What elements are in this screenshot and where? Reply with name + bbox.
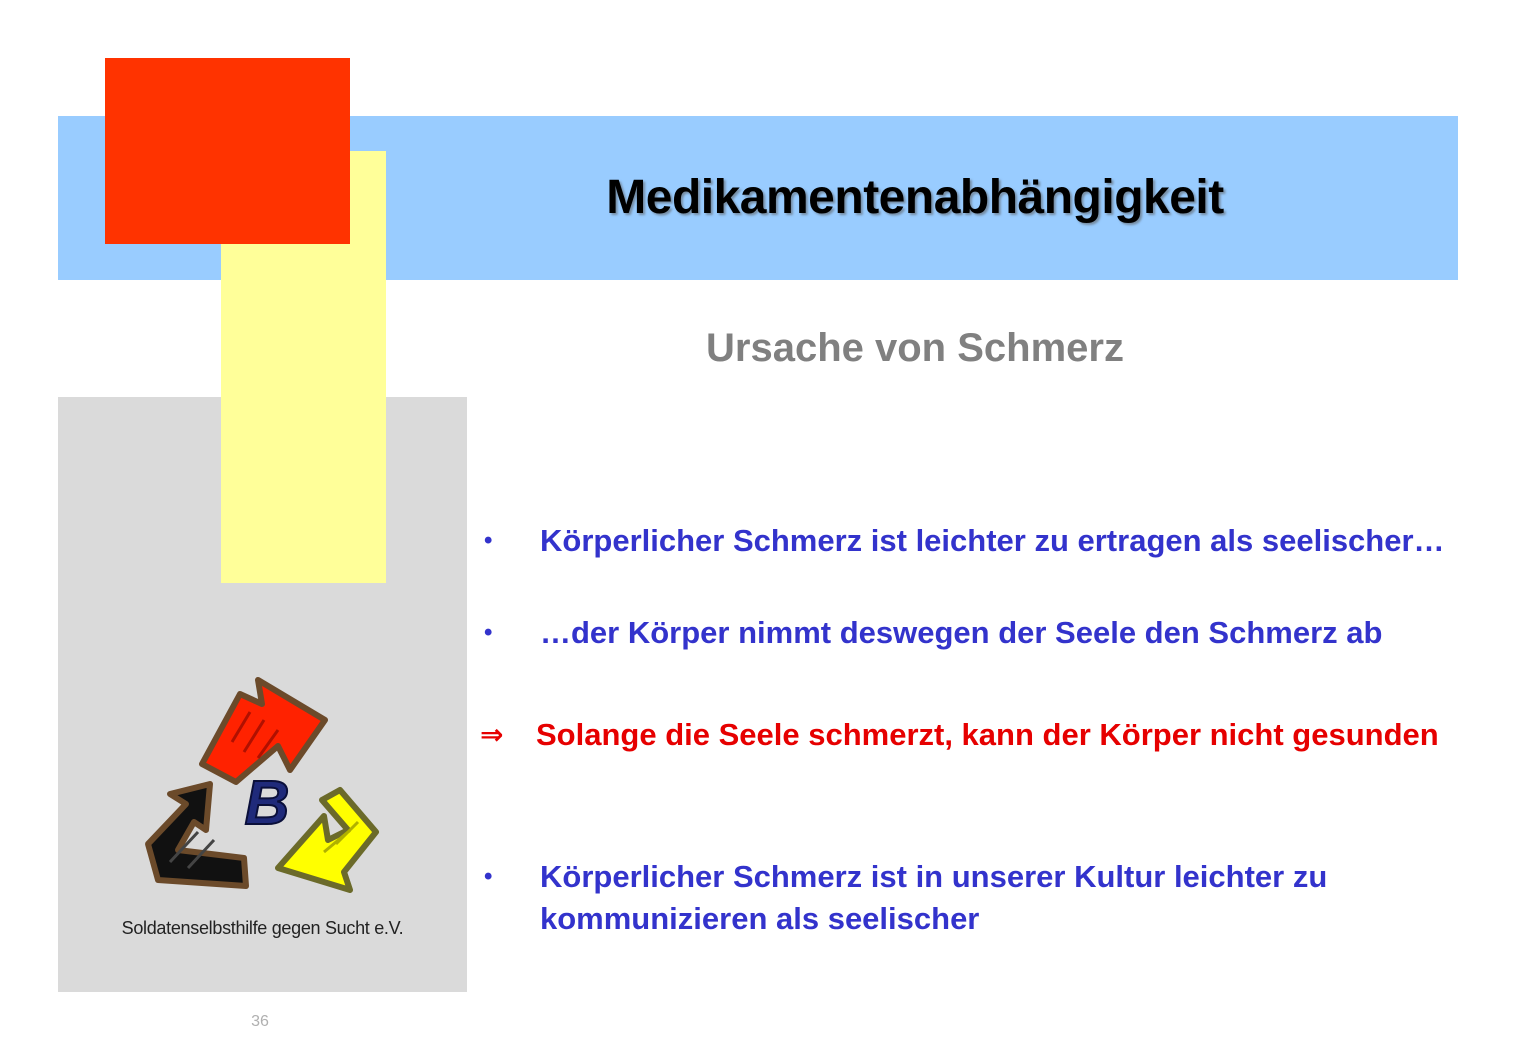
logo-letter: B bbox=[244, 769, 290, 838]
conclusion-text: Solange die Seele schmerzt, kann der Körper nicht gesunden bbox=[536, 717, 1439, 752]
yellow-arrow-icon bbox=[278, 790, 376, 890]
bullet-item bbox=[480, 856, 1500, 940]
bullet-text: …der Körper nimmt deswegen der Seele den Schmerz ab bbox=[540, 615, 1383, 650]
red-decor-block bbox=[105, 58, 350, 244]
slide-subtitle: Ursache von Schmerz bbox=[706, 326, 1124, 370]
recycle-arrows-logo-icon bbox=[140, 672, 400, 902]
conclusion-item bbox=[480, 714, 1500, 756]
bullet-text: Körperlicher Schmerz ist in unserer Kultur leichter zu kommunizieren als seelischer bbox=[540, 859, 1328, 936]
slide-title: Medikamentenabhängigkeit bbox=[606, 171, 1224, 224]
page-number: 36 bbox=[251, 1013, 269, 1030]
bullet-marker: • bbox=[484, 527, 493, 554]
red-arrow-icon bbox=[202, 680, 325, 782]
black-arrow-icon bbox=[148, 784, 246, 886]
bullet-text: Körperlicher Schmerz ist leichter zu ertragen als seelischer… bbox=[540, 523, 1445, 558]
bullet-item bbox=[480, 612, 1500, 654]
logo-caption: Soldatenselbsthilfe gegen Sucht e.V. bbox=[121, 918, 404, 938]
bullet-marker: • bbox=[484, 863, 493, 890]
bullet-item bbox=[480, 520, 1500, 562]
double-arrow-marker: ⇒ bbox=[480, 719, 504, 750]
bullet-marker: • bbox=[484, 619, 493, 646]
